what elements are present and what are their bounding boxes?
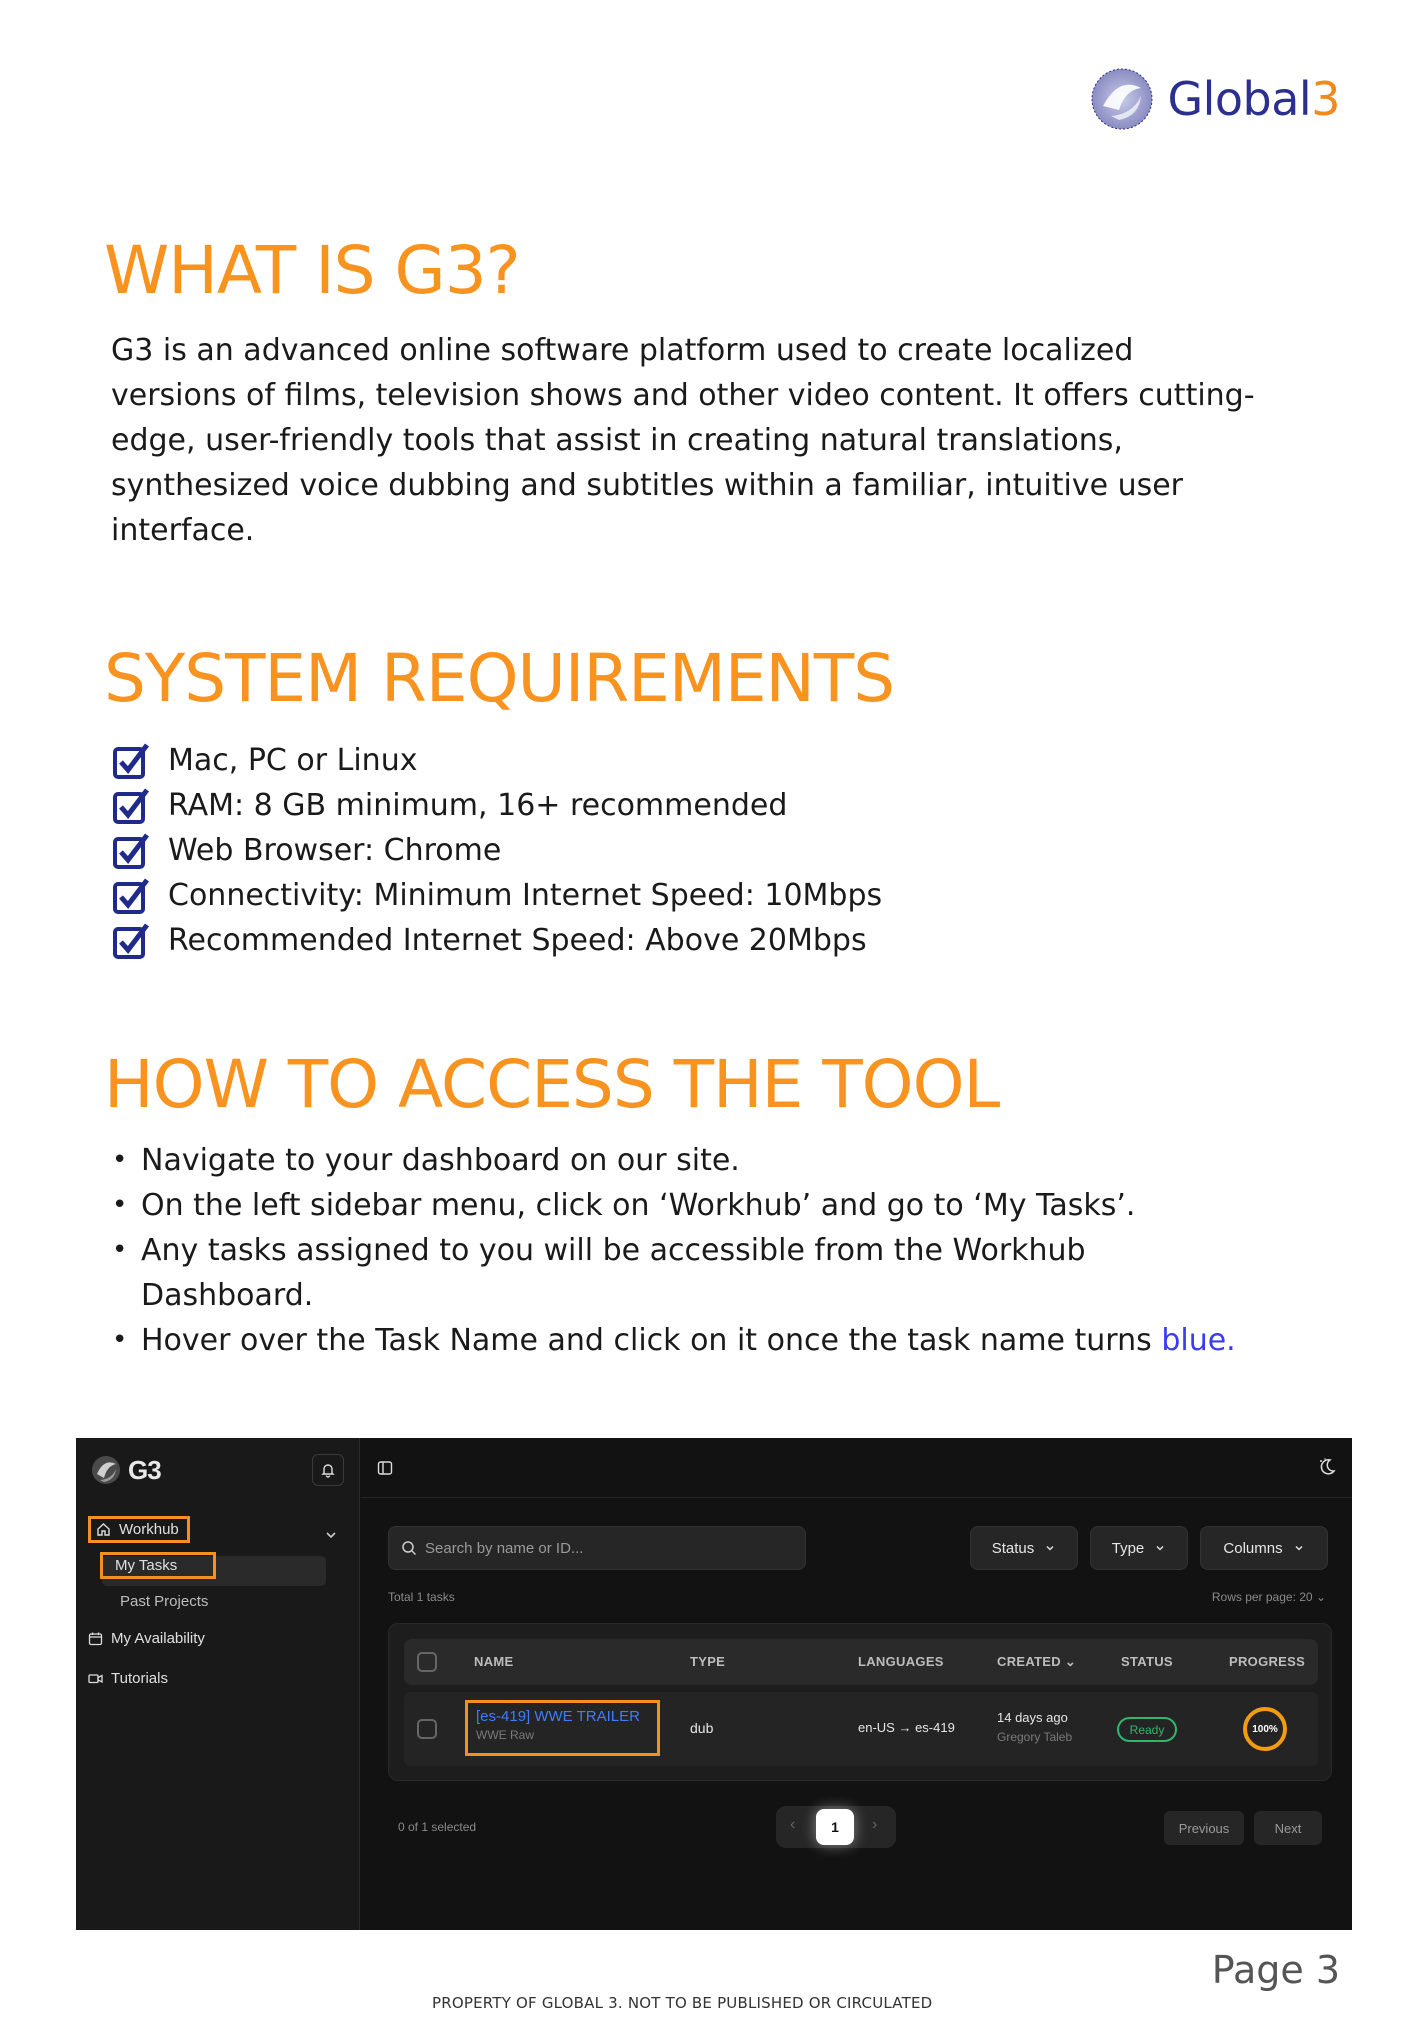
status-badge: Ready	[1117, 1717, 1177, 1742]
page-button-1[interactable]: 1	[816, 1809, 854, 1845]
sidebar-item-workhub[interactable]	[88, 1516, 190, 1543]
next-button[interactable]: Next	[1254, 1811, 1322, 1845]
total-tasks: Total 1 tasks	[388, 1590, 455, 1604]
requirement-item: RAM: 8 GB minimum, 16+ recommended	[112, 783, 882, 828]
requirement-item: Recommended Internet Speed: Above 20Mbps	[112, 918, 882, 963]
home-icon	[96, 1522, 111, 1537]
requirement-item: Mac, PC or Linux	[112, 738, 882, 783]
blue-highlight-text: blue.	[1161, 1323, 1236, 1358]
column-header-languages[interactable]: LANGUAGES	[858, 1654, 944, 1669]
sidebar-item-my-availability[interactable]	[88, 1630, 205, 1647]
sidebar-item-label: Workhub	[119, 1521, 179, 1538]
globe-icon	[90, 1454, 122, 1486]
chevron-right-icon[interactable]: ›	[872, 1816, 878, 1833]
search-icon	[401, 1540, 417, 1556]
theme-toggle-icon[interactable]	[1316, 1456, 1338, 1478]
columns-button[interactable]: Columns	[1200, 1526, 1328, 1570]
sidebar-item-label: My Tasks	[115, 1557, 178, 1574]
app-brand: G3	[128, 1454, 161, 1485]
column-header-name[interactable]: NAME	[474, 1654, 514, 1669]
chevron-left-icon[interactable]: ‹	[790, 1816, 796, 1833]
app-topbar	[361, 1438, 1352, 1498]
sidebar-item-past-projects[interactable]: Past Projects	[120, 1593, 209, 1610]
table-header	[404, 1639, 1318, 1685]
sidebar-item-tutorials[interactable]	[88, 1670, 168, 1687]
video-icon	[88, 1671, 103, 1686]
column-header-type[interactable]: TYPE	[690, 1654, 726, 1669]
checkbox-checked-icon	[112, 877, 150, 915]
task-created: 14 days ago	[997, 1710, 1068, 1725]
requirement-item: Web Browser: Chrome	[112, 828, 882, 873]
page-number: Page 3	[1211, 1948, 1340, 1992]
sidebar-toggle-icon[interactable]	[377, 1460, 393, 1476]
access-steps-list	[112, 1138, 1262, 1363]
app-sidebar	[76, 1438, 360, 1930]
column-header-progress[interactable]: PROGRESS	[1229, 1654, 1306, 1669]
access-step: • Any tasks assigned to you will be accessible from the Workhub Dashboard.	[112, 1228, 1262, 1318]
bell-icon	[320, 1462, 336, 1478]
rows-per-page-select[interactable]: Rows per page: 20 ⌄	[1211, 1590, 1326, 1604]
chevron-down-icon	[1154, 1542, 1166, 1554]
app-logo	[90, 1454, 161, 1486]
task-type: dub	[690, 1720, 714, 1736]
chevron-down-icon	[1044, 1542, 1056, 1554]
progress-label: 100%	[1252, 1723, 1278, 1735]
sidebar-item-my-tasks[interactable]	[100, 1552, 216, 1579]
chevron-down-icon: ⌄	[1315, 1590, 1326, 1604]
logo-wordmark: Global3	[1167, 72, 1340, 126]
checkbox-checked-icon	[112, 922, 150, 960]
notifications-button[interactable]	[312, 1454, 344, 1486]
task-languages: en-US → es-419	[858, 1720, 955, 1735]
task-creator: Gregory Taleb	[997, 1730, 1073, 1744]
heading-what-is-g3: WHAT IS G3?	[104, 232, 520, 309]
select-all-checkbox[interactable]	[417, 1652, 437, 1672]
sidebar-item-label: My Availability	[111, 1630, 205, 1647]
type-filter-button[interactable]: Type	[1090, 1526, 1188, 1570]
row-checkbox[interactable]	[417, 1719, 437, 1739]
checkbox-checked-icon	[112, 832, 150, 870]
column-header-created[interactable]: CREATED ⌄	[997, 1654, 1077, 1669]
requirement-item: Connectivity: Minimum Internet Speed: 10Mbps	[112, 873, 882, 918]
global3-logo	[1089, 66, 1340, 132]
calendar-icon	[88, 1631, 103, 1646]
globe-logo-icon	[1089, 66, 1155, 132]
pagination	[776, 1806, 896, 1848]
chevron-down-icon: ⌄	[1064, 1654, 1077, 1669]
task-name-link[interactable]: [es-419] WWE TRAILER	[476, 1708, 640, 1725]
workhub-screenshot	[76, 1438, 1352, 1930]
access-step: • Hover over the Task Name and click on it once the task name turns blue.	[112, 1318, 1262, 1363]
checkbox-checked-icon	[112, 787, 150, 825]
selection-count: 0 of 1 selected	[398, 1820, 477, 1834]
chevron-down-icon	[1293, 1542, 1305, 1554]
task-name-cell[interactable]	[465, 1700, 660, 1756]
status-filter-button[interactable]: Status	[970, 1526, 1078, 1570]
requirements-list	[112, 738, 882, 963]
heading-system-requirements: SYSTEM REQUIREMENTS	[104, 640, 895, 717]
chevron-down-icon[interactable]	[324, 1528, 338, 1542]
search-placeholder: Search by name or ID...	[425, 1539, 584, 1557]
footer-notice: PROPERTY OF GLOBAL 3. NOT TO BE PUBLISHED OR CIRCULATED	[432, 1994, 933, 2012]
tasks-table	[388, 1623, 1332, 1781]
checkbox-checked-icon	[112, 742, 150, 780]
access-step: • Navigate to your dashboard on our site.	[112, 1138, 1262, 1183]
column-header-status[interactable]: STATUS	[1121, 1654, 1173, 1669]
task-project: WWE Raw	[476, 1728, 534, 1742]
search-input[interactable]	[388, 1526, 806, 1570]
access-step: • On the left sidebar menu, click on ‘Workhub’ and go to ‘My Tasks’.	[112, 1183, 1262, 1228]
sidebar-item-label: Tutorials	[111, 1670, 168, 1687]
table-row[interactable]	[404, 1692, 1318, 1766]
heading-how-to-access: HOW TO ACCESS THE TOOL	[104, 1046, 1000, 1123]
what-is-g3-body: G3 is an advanced online software platform used to create localized versions of films, television shows and other video content. It offers cutting-edge, user-friendly tools that assist in creating natural translations, synthesized voice dubbing and subtitles within a familiar, intuitive user interface.	[111, 333, 1255, 548]
previous-button[interactable]: Previous	[1164, 1811, 1244, 1845]
